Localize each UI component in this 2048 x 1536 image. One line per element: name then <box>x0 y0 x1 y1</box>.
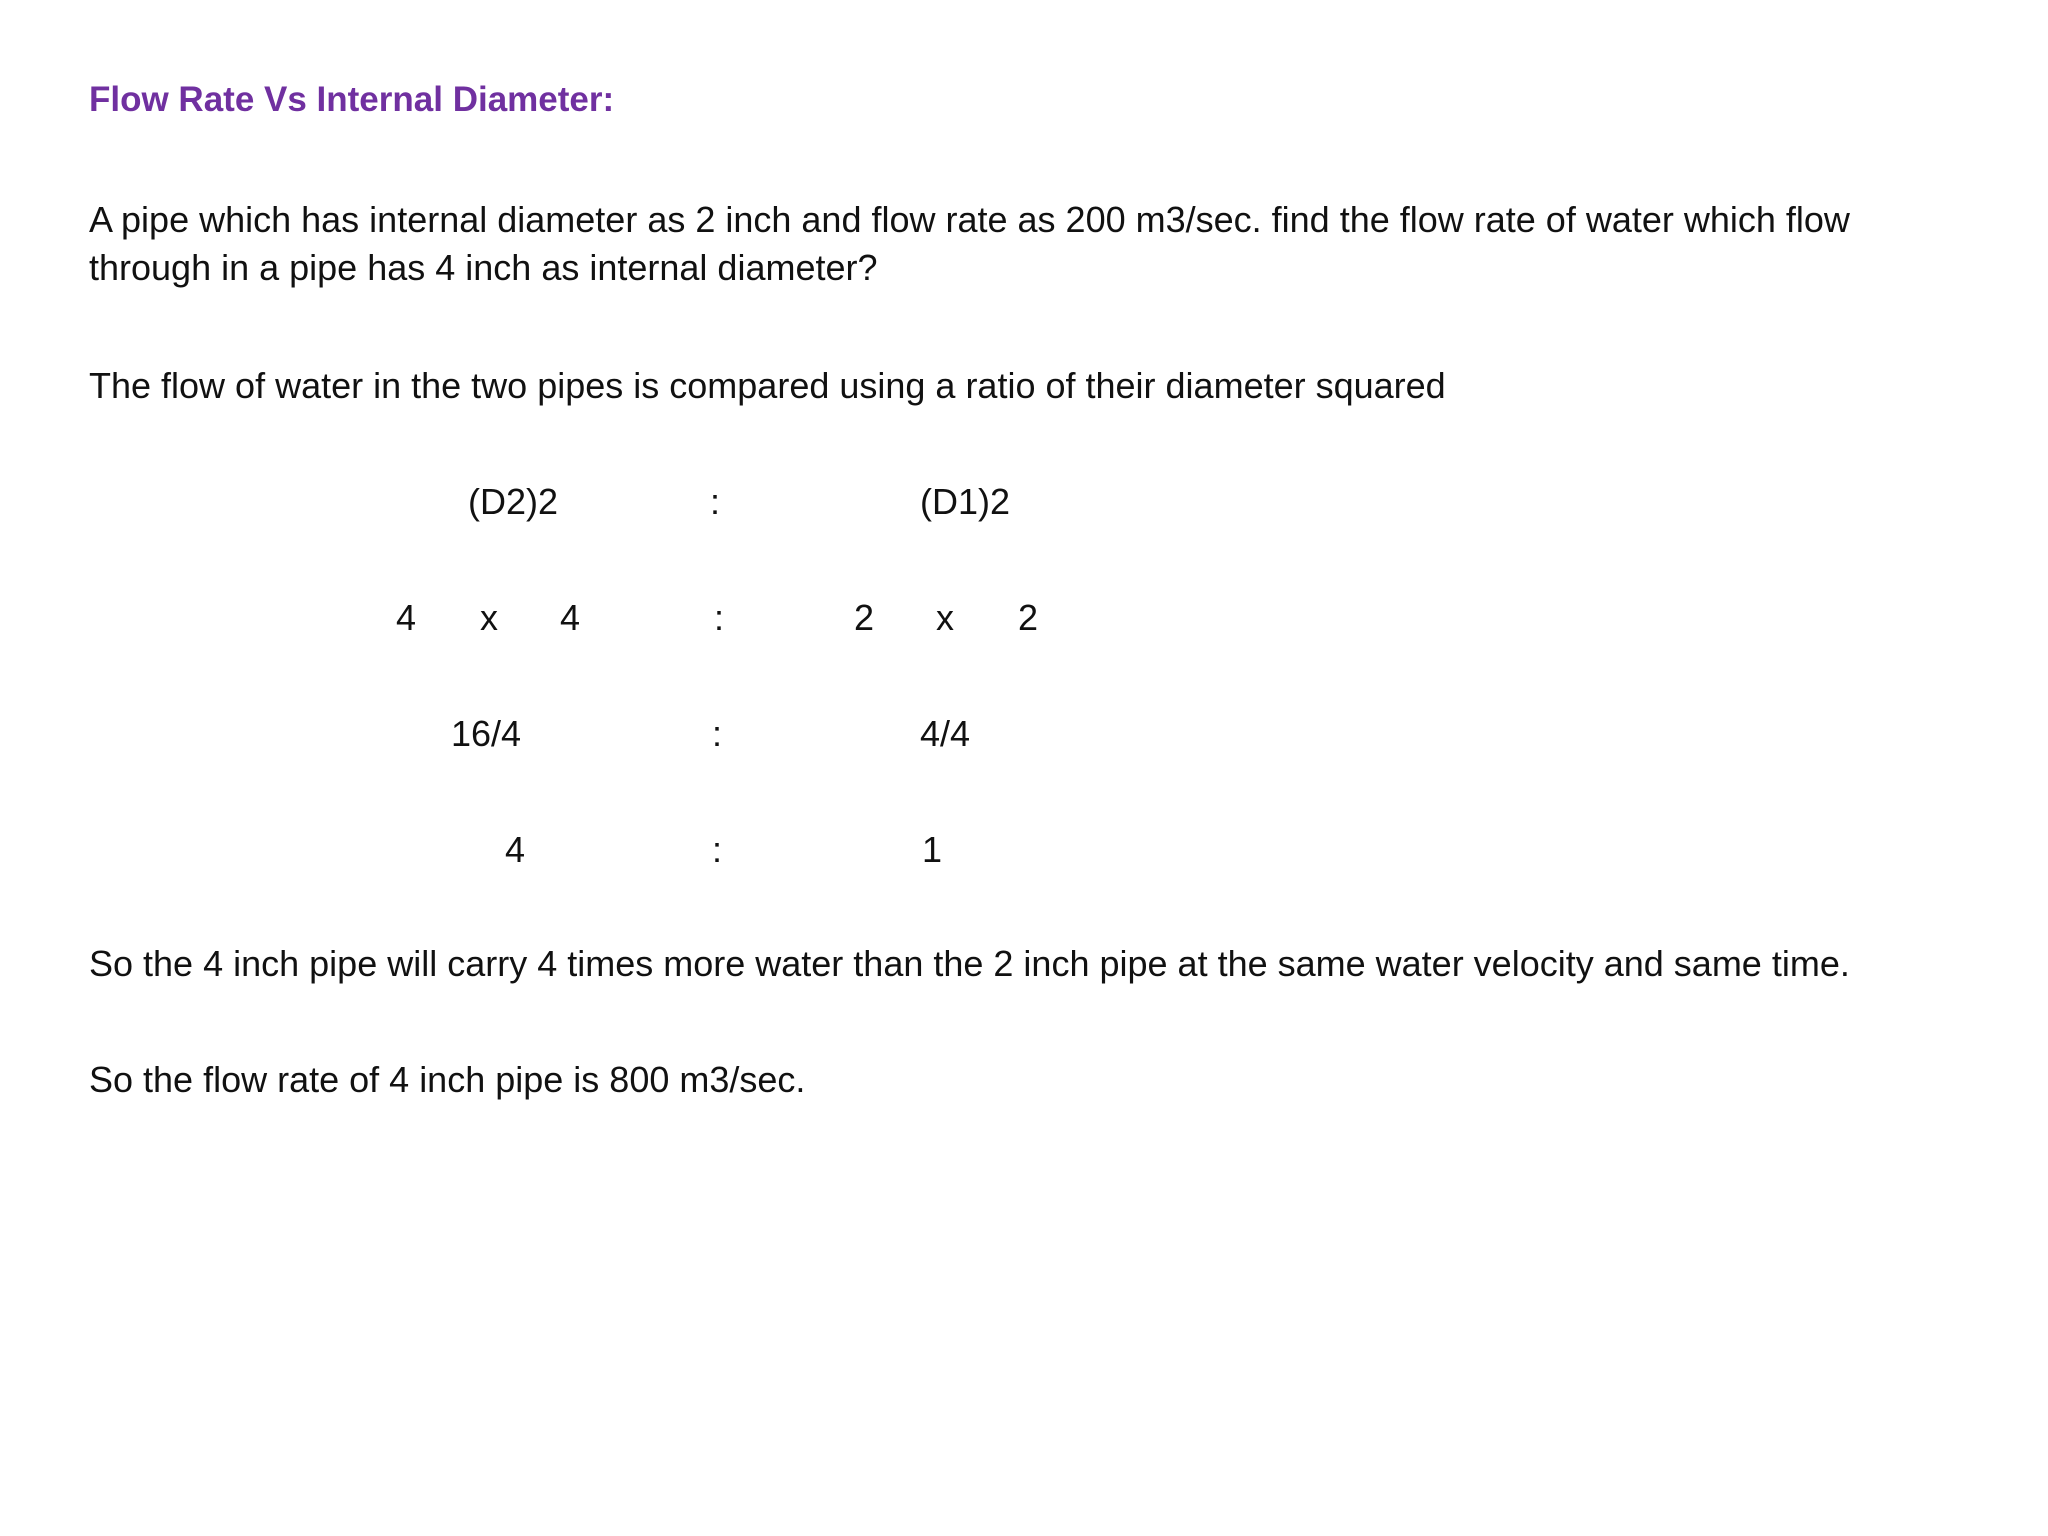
question-line-1: A pipe which has internal diameter as 2 inch and flow rate as 200 m3/sec. find the flow rate of water which flow <box>89 199 1850 240</box>
question-paragraph <box>89 196 1850 292</box>
ratio-row1-left: (D2)2 <box>468 481 559 522</box>
page-title: Flow Rate Vs Internal Diameter: <box>89 80 615 119</box>
ratio-row2-right-b: 2 <box>1018 597 1039 638</box>
ratio-row2-right-op: x <box>936 597 954 638</box>
answer-paragraph: So the flow rate of 4 inch pipe is 800 m3/sec. <box>89 1059 806 1100</box>
ratio-row3-left: 16/4 <box>451 713 522 754</box>
ratio-row1-separator: : <box>710 481 721 522</box>
ratio-row2-left-op: x <box>480 597 498 638</box>
question-line-2: through in a pipe has 4 inch as internal diameter? <box>89 247 878 288</box>
ratio-row3-right: 4/4 <box>920 713 971 754</box>
method-paragraph: The flow of water in the two pipes is compared using a ratio of their diameter squared <box>89 365 1446 406</box>
ratio-row1-right: (D1)2 <box>920 481 1011 522</box>
ratio-row4-left: 4 <box>505 829 526 870</box>
ratio-row4-separator: : <box>712 829 723 870</box>
ratio-row2-separator: : <box>714 597 725 638</box>
ratio-row3-separator: : <box>712 713 723 754</box>
ratio-row2-right-a: 2 <box>854 597 875 638</box>
ratio-row4-right: 1 <box>922 829 943 870</box>
ratio-row2-left-b: 4 <box>560 597 581 638</box>
ratio-row2-left-a: 4 <box>396 597 417 638</box>
conclusion-paragraph: So the 4 inch pipe will carry 4 times more water than the 2 inch pipe at the same water velocity and same time. <box>89 943 1850 984</box>
